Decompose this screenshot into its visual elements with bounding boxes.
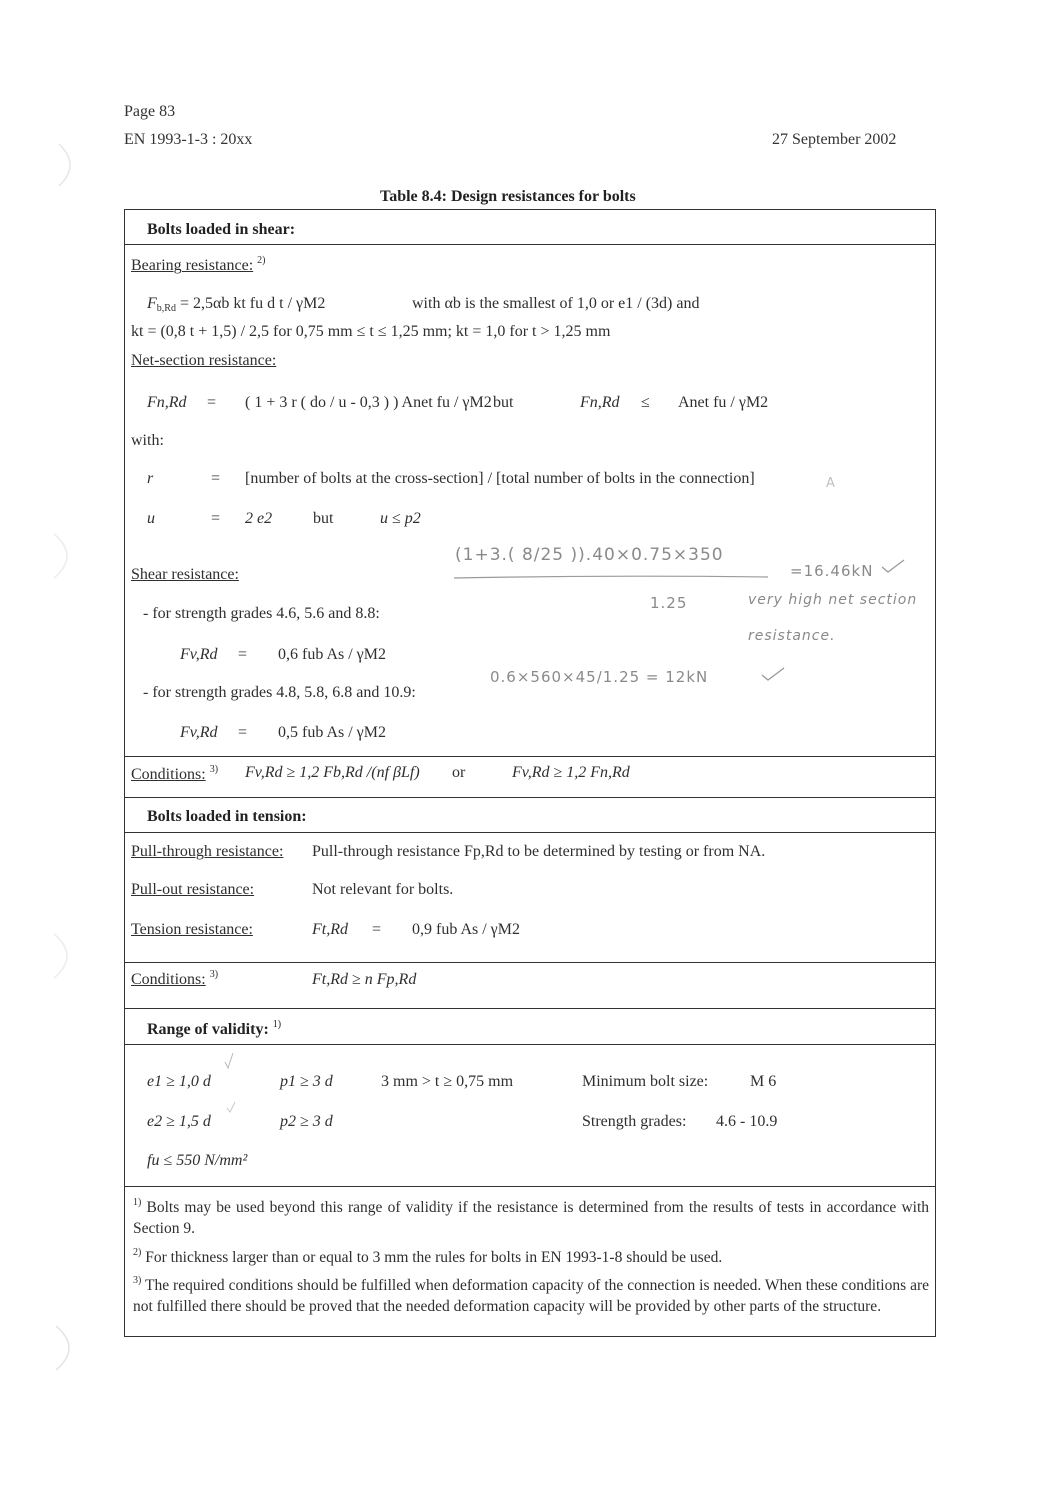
- shear-condition-a: Fv,Rd ≥ 1,2 Fb,Rd /(nf βLf): [245, 764, 420, 781]
- shear-resistance-label: Shear resistance:: [131, 566, 239, 583]
- check-mark-icon: [880, 558, 906, 574]
- net-limit-le: ≤: [641, 394, 650, 411]
- net-formula-equals: =: [207, 394, 217, 411]
- handwritten-denominator: 1.25: [650, 594, 688, 612]
- pull-through-text: Pull-through resistance Fp,Rd to be determined by testing or from NA.: [312, 843, 766, 860]
- strength-grades-label: Strength grades:: [582, 1113, 687, 1130]
- tension-resistance-label: Tension resistance:: [131, 921, 253, 938]
- u-condition: u ≤ p2: [380, 510, 421, 527]
- fv2-rhs: 0,5 fub As / γM2: [278, 724, 386, 741]
- pull-out-text: Not relevant for bolts.: [312, 881, 454, 898]
- design-resistance-table: [124, 209, 936, 1337]
- divider: [125, 1186, 935, 1187]
- bearing-resistance-label: Bearing resistance: $^{2)}$: [131, 255, 266, 274]
- r-equals: =: [211, 470, 221, 487]
- handwritten-note-2: resistance.: [748, 628, 836, 644]
- min-bolt-size-label: Minimum bolt size:: [582, 1073, 709, 1090]
- net-formula-rhs: ( 1 + 3 r ( do / u - 0,3 ) ) Anet fu / γM2: [245, 394, 492, 411]
- shear-conditions-label: Conditions: $^{3)}$: [131, 764, 219, 783]
- e2-condition: e2 ≥ 1,5 d: [147, 1113, 211, 1130]
- fu-limit: fu ≤ 550 N/mm²: [147, 1152, 248, 1169]
- pull-through-label: Pull-through resistance:: [131, 843, 284, 860]
- standard-reference: EN 1993-1-3 : 20xx: [124, 131, 253, 148]
- handwritten-calc-2: 0.6×560×45/1.25 = 12kN: [490, 668, 709, 686]
- net-limit-lhs: Fn,Rd: [580, 394, 620, 411]
- binder-hole-mark: [55, 140, 85, 190]
- fv2-equals: =: [238, 724, 248, 741]
- tension-heading: Bolts loaded in tension:: [147, 808, 307, 825]
- divider: [125, 832, 935, 833]
- footnote-1: $^{1)}$ Bolts may be used beyond this range of validity if the resistance is determined from the results of tests in accordance with Section 9.: [133, 1197, 930, 1237]
- footnote-3: $^{3)}$ The required conditions should be fulfilled when deformation capacity of the connection is needed. When these conditions are not fulfilled there should be proved that the needed deformation capacity will be provided by other parts of the structure.: [133, 1275, 929, 1315]
- table-caption: Table 8.4: Design resistances for bolts: [380, 188, 636, 205]
- divider: [125, 797, 935, 798]
- check-mark-icon: [760, 666, 786, 682]
- e1-condition: e1 ≥ 1,0 d: [147, 1073, 211, 1090]
- u-symbol: u: [147, 510, 155, 527]
- binder-hole-mark: [50, 530, 84, 582]
- grades-group-1: - for strength grades 4.6, 5.6 and 8.8:: [143, 605, 380, 622]
- handwritten-numerator: (1+3.( 8/25 )).40×0.75×350: [455, 545, 724, 565]
- u-definition: 2 e2: [245, 510, 273, 527]
- page-number: Page 83: [124, 103, 176, 120]
- tick-mark-icon: [225, 1100, 237, 1114]
- strength-grades-value: 4.6 - 10.9: [716, 1113, 778, 1130]
- divider: [125, 756, 935, 757]
- net-formula-lhs: Fn,Rd: [147, 394, 187, 411]
- ft-lhs: Ft,Rd: [312, 921, 348, 938]
- shear-heading: Bolts loaded in shear:: [147, 221, 296, 238]
- with-label: with:: [131, 432, 164, 449]
- fv1-lhs: Fv,Rd: [180, 646, 218, 663]
- binder-hole-mark: [50, 930, 84, 982]
- bearing-formula: $F_{b,Rd} = 2,5\alpha b$ kt fu d t / γM2: [147, 295, 326, 314]
- p2-condition: p2 ≥ 3 d: [280, 1113, 333, 1130]
- ft-equals: =: [372, 921, 382, 938]
- handwritten-result: =16.46kN: [790, 562, 874, 580]
- fv1-equals: =: [238, 646, 248, 663]
- footnote-2: $^{2)}$ For thickness larger than or equal to 3 mm the rules for bolts in EN 1993-1-8 should be used.: [133, 1247, 723, 1266]
- shear-condition-b: Fv,Rd ≥ 1,2 Fn,Rd: [512, 764, 630, 781]
- tick-mark-icon: [222, 1052, 236, 1070]
- fv2-lhs: Fv,Rd: [180, 724, 218, 741]
- fv1-rhs: 0,6 fub As / γM2: [278, 646, 386, 663]
- min-bolt-size-value: M 6: [750, 1073, 777, 1090]
- divider: [125, 244, 935, 245]
- net-formula-but: but: [493, 394, 514, 411]
- tension-conditions-label: Conditions: $^{3)}$: [131, 969, 219, 988]
- shear-condition-or: or: [452, 764, 466, 781]
- ft-rhs: 0,9 fub As / γM2: [412, 921, 520, 938]
- handwritten-fraction-line: [452, 570, 772, 586]
- net-section-label: Net-section resistance:: [131, 352, 277, 369]
- r-definition: [number of bolts at the cross-section] / [total number of bolts in the connection]: [245, 470, 755, 487]
- r-symbol: r: [147, 470, 154, 487]
- p1-condition: p1 ≥ 3 d: [280, 1073, 333, 1090]
- pull-out-label: Pull-out resistance:: [131, 881, 255, 898]
- divider: [125, 962, 935, 963]
- grades-group-2: - for strength grades 4.8, 5.8, 6.8 and 10.9:: [143, 684, 416, 701]
- u-but: but: [313, 510, 334, 527]
- thickness-range: 3 mm > t ≥ 0,75 mm: [381, 1073, 514, 1090]
- divider: [125, 1044, 935, 1045]
- validity-heading: Range of validity: $^{1)}$: [147, 1019, 282, 1038]
- handwritten-margin-mark: A: [826, 476, 836, 491]
- net-limit-rhs: Anet fu / γM2: [678, 394, 769, 411]
- binder-hole-mark: [52, 1322, 86, 1374]
- document-date: 27 September 2002: [772, 131, 897, 148]
- handwritten-note-1: very high net section: [748, 592, 918, 608]
- bearing-alpha-note: with αb is the smallest of 1,0 or e1 / (3d) and: [412, 295, 700, 312]
- u-equals: =: [211, 510, 221, 527]
- divider: [125, 1008, 935, 1009]
- tension-condition: Ft,Rd ≥ n Fp,Rd: [312, 971, 417, 988]
- kt-definition: kt = (0,8 t + 1,5) / 2,5 for 0,75 mm ≤ t ≤ 1,25 mm; kt = 1,0 for t > 1,25 mm: [131, 323, 611, 340]
